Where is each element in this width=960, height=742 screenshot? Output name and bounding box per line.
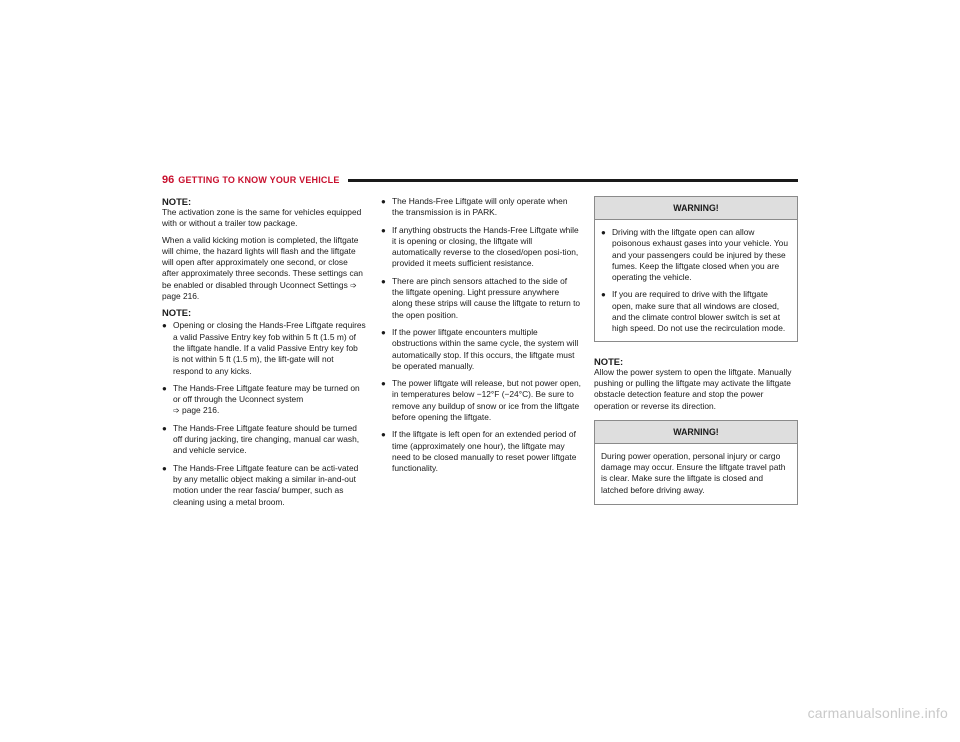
note-text: The activation zone is the same for vehicles equipped with or without a trailer tow package. xyxy=(162,207,362,229)
bullet-icon: ● xyxy=(601,228,606,237)
bullet-icon: ● xyxy=(381,197,386,206)
bullet-icon: ● xyxy=(381,276,386,286)
header-rule xyxy=(348,179,798,182)
warning-body xyxy=(595,444,797,504)
list-item: ● The Hands-Free Liftgate feature may be turned on or off through the Uconnect system ➩ page 216. xyxy=(162,382,360,416)
page-ref-link[interactable]: page 216. xyxy=(162,291,200,302)
list-item: ● There are pinch sensors attached to the side of the liftgate opening. Light pressure anywhere along these strips will cause the liftgate to return to the open position. xyxy=(381,275,581,320)
bullet-icon: ● xyxy=(381,430,386,440)
list-item: ● If you are required to drive with the liftgate open, make sure that all windows are closed, and the climate control blower switch is set at high speed. Do not use the recirculation mode. xyxy=(601,289,786,334)
column-middle xyxy=(381,196,581,481)
list-item: ● The power liftgate will release, but not power open, in temperatures below −12°F (−24°C). Be sure to remove any buildup of snow or ice from the liftgate before opening the liftgate. xyxy=(381,378,582,423)
page-ref-arrow-icon: ➩ xyxy=(350,280,357,290)
warning-body xyxy=(595,220,797,341)
bullet-icon: ● xyxy=(381,225,386,235)
bullet-icon: ● xyxy=(162,383,167,393)
section-title: GETTING TO KNOW YOUR VEHICLE xyxy=(178,175,340,185)
warning-box-exhaust xyxy=(594,196,798,342)
list-item: ● If the liftgate is left open for an extended period of time (approximately one hour), the liftgate may need to be closed manually to reset power liftgate functionality. xyxy=(381,429,577,474)
watermark-text: carmanualsonline.info xyxy=(807,705,948,721)
bullet-icon: ● xyxy=(162,463,167,473)
column-left xyxy=(162,196,366,514)
warning-title: WARNING! xyxy=(595,421,797,444)
bullet-icon: ● xyxy=(162,423,167,433)
page-number: 96 xyxy=(162,174,175,186)
bullet-icon: ● xyxy=(601,290,606,300)
page-ref-link[interactable]: page 216. xyxy=(182,405,220,416)
note-title: NOTE: xyxy=(594,355,624,367)
list-item: ● The Hands-Free Liftgate feature should be turned off during jacking, tire changing, manual car wash, and vehicle service. xyxy=(162,422,360,456)
note-title: NOTE: xyxy=(162,307,192,319)
bullet-icon: ● xyxy=(381,379,386,389)
warning-text: During power operation, personal injury or cargo damage may occur. Ensure the liftgate travel path is clear. Make sure the liftgate is closed and latched before driving away. xyxy=(601,450,786,495)
list-item: ● If the power liftgate encounters multiple obstructions within the same cycle, the system will automatically stop. If this occurs, the liftgate must be operated manually. xyxy=(381,326,579,371)
list-item: ● Driving with the liftgate open can allow poisonous exhaust gases into your vehicle. You and your passengers could be injured by these fumes. Keep the liftgate closed when you are operating the vehicle. xyxy=(601,227,788,283)
bullet-icon: ● xyxy=(162,321,167,331)
note-title: NOTE: xyxy=(162,196,192,207)
page-header xyxy=(162,172,798,188)
note-text-body: When a valid kicking motion is completed, the liftgate will chime, the hazard lights will flash and the liftgate will open after approximately one second, or close after approximately three seconds. These settings can be enabled or disabled through Uconnect Settings xyxy=(162,234,363,290)
list-item: ● Opening or closing the Hands-Free Liftgate requires a valid Passive Entry key fob within 5 ft (1.5 m) of the liftgate handle. If a valid Passive Entry key fob is not within 5 ft (1.5 m), the lift-gate will not respond to any kicks. xyxy=(162,320,366,376)
list-item: ● The Hands-Free Liftgate will only operate when the transmission is in PARK. xyxy=(381,196,568,218)
warning-bullet-list xyxy=(601,227,791,335)
list-item: ● If anything obstructs the Hands-Free Liftgate while it is opening or closing, the liftgate will automatically reverse to the closed/open posi-tion, provided it meets sufficient resistance. xyxy=(381,224,579,269)
note-text: Allow the power system to open the liftgate. Manually pushing or pulling the liftgate may activate the liftgate obstacle detection feature and stop the power operation or reverse its direction. xyxy=(594,366,792,411)
column-right xyxy=(594,196,798,515)
note-bullet-list xyxy=(162,320,366,507)
liftgate-bullet-list xyxy=(381,196,581,475)
list-item: ● The Hands-Free Liftgate feature can be acti-vated by any metallic object making a similar in-and-out motion under the rear fascia/ bumper, such as cleaning using a metal broom. xyxy=(162,462,359,507)
note-text-settings xyxy=(162,235,366,303)
page-ref-arrow-icon: ➩ xyxy=(173,406,180,416)
bullet-icon: ● xyxy=(381,327,386,337)
warning-box-power-operation xyxy=(594,420,798,505)
warning-title: WARNING! xyxy=(595,197,797,220)
